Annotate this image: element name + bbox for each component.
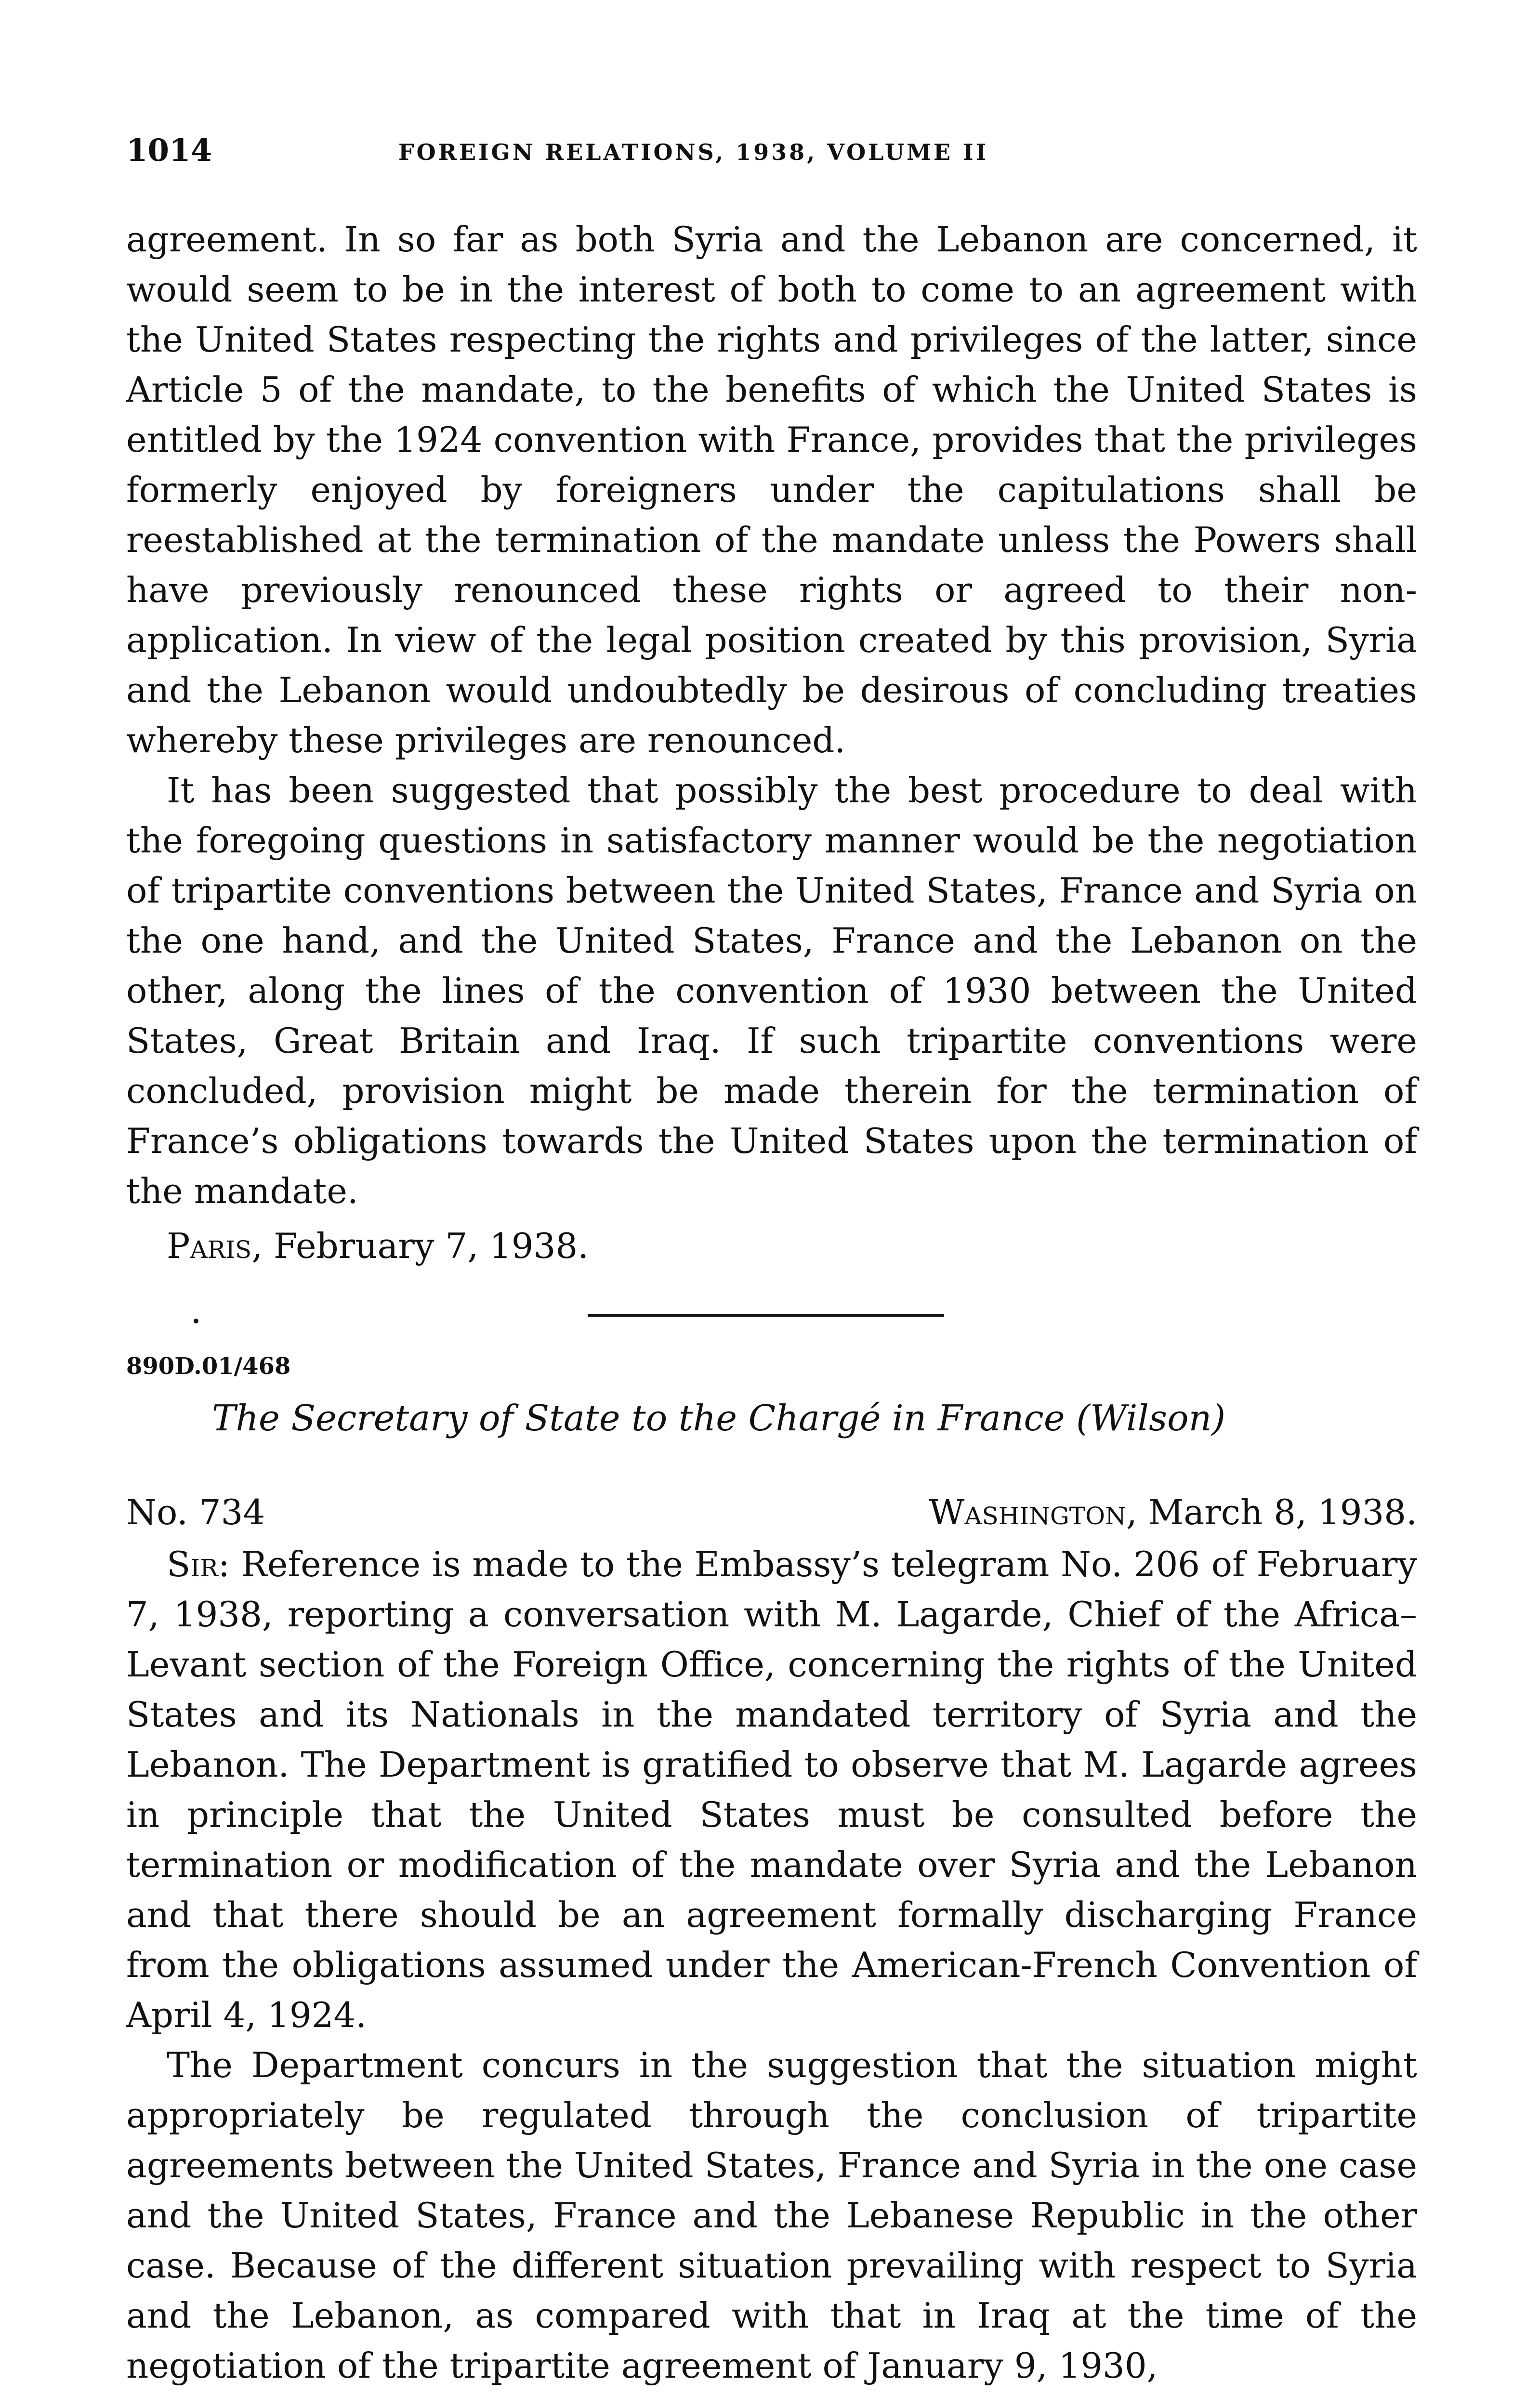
dot-mark (194, 1319, 198, 1323)
continued-report-text (126, 214, 1417, 1216)
page-header (126, 129, 1417, 172)
letter-paragraph-text: : Reference is made to the Embassy’s telegram No. 206 of February 7, 1938, reporting a conversation with M. Lagarde, Chief of the Africa–Levant section of the Foreign Office, concerning the rights of the United States and its Nationals in the mandated territory of Syria and the Lebanon. The Department is gratified to observe that M. Lagarde agrees in principle that the United States must be consulted before the termination or modification of the mandate over Syria and the Lebanon and that there should be an agreement formally discharging France from the obligations assumed under the American-French Convention of April 4, 1924. (126, 1544, 1417, 2035)
section-divider (588, 1314, 944, 1317)
report-paragraph: It has been suggested that possibly the best procedure to deal with the foregoing questions in satisfactory manner would be the negotiation of tripartite conventions between the United States, France and Syria on the one hand, and the United States, France and the Lebanon on the other, along the lines of the convention of 1930 between the United States, Great Britain and Iraq. If such tripartite conventions were concluded, provision might be made therein for the termination of France’s obligations towards the United States upon the termination of the mandate. (126, 770, 1417, 1211)
report-place-date (167, 1221, 589, 1271)
letter-paragraph (126, 1539, 1417, 2040)
document-place: Washington (929, 1492, 1126, 1532)
letter-body (126, 1539, 1417, 2391)
letter-paragraph: The Department concurs in the suggestion that the situation might appropriately be regulated through the conclusion of tripartite agreements between the United States, France and Syria in the one case and the United States, France and the Lebanese Republic in the other case. Because of the different situation prevailing with respect to Syria and the Lebanon, as compared with that in Iraq at the time of the negotiation of the tripartite agreement of January 9, 1930, (126, 2045, 1417, 2386)
document-title: The Secretary of State to the Chargé in France (Wilson) (212, 1398, 1226, 1439)
document-place-date (929, 1487, 1417, 1537)
document-number-line (126, 1487, 1417, 1537)
report-paragraph: agreement. In so far as both Syria and the Lebanon are concerned, it would seem to be in the interest of both to come to an agreement with the United States respecting the rights and privileges of the latter, since Article 5 of the mandate, to the benefits of which the United States is entitled by the 1924 convention with France, provides that the privileges formerly enjoyed by foreigners under the capitulations shall be reestablished at the termination of the mandate unless the Powers shall have previously renounced these rights or agreed to their non-application. In view of the legal position created by this provision, Syria and the Lebanon would undoubtedly be desirous of concluding treaties whereby these privileges are renounced. (126, 219, 1417, 760)
document-date: , March 8, 1938. (1126, 1492, 1417, 1532)
report-date: , February 7, 1938. (251, 1226, 589, 1266)
file-number: 890D.01/468 (126, 1353, 291, 1380)
salutation: Sir (167, 1544, 218, 1584)
report-place: Paris (167, 1226, 252, 1266)
page-number: 1014 (126, 132, 212, 169)
running-head: FOREIGN RELATIONS, 1938, VOLUME II (398, 139, 989, 165)
document-number: No. 734 (126, 1492, 265, 1532)
